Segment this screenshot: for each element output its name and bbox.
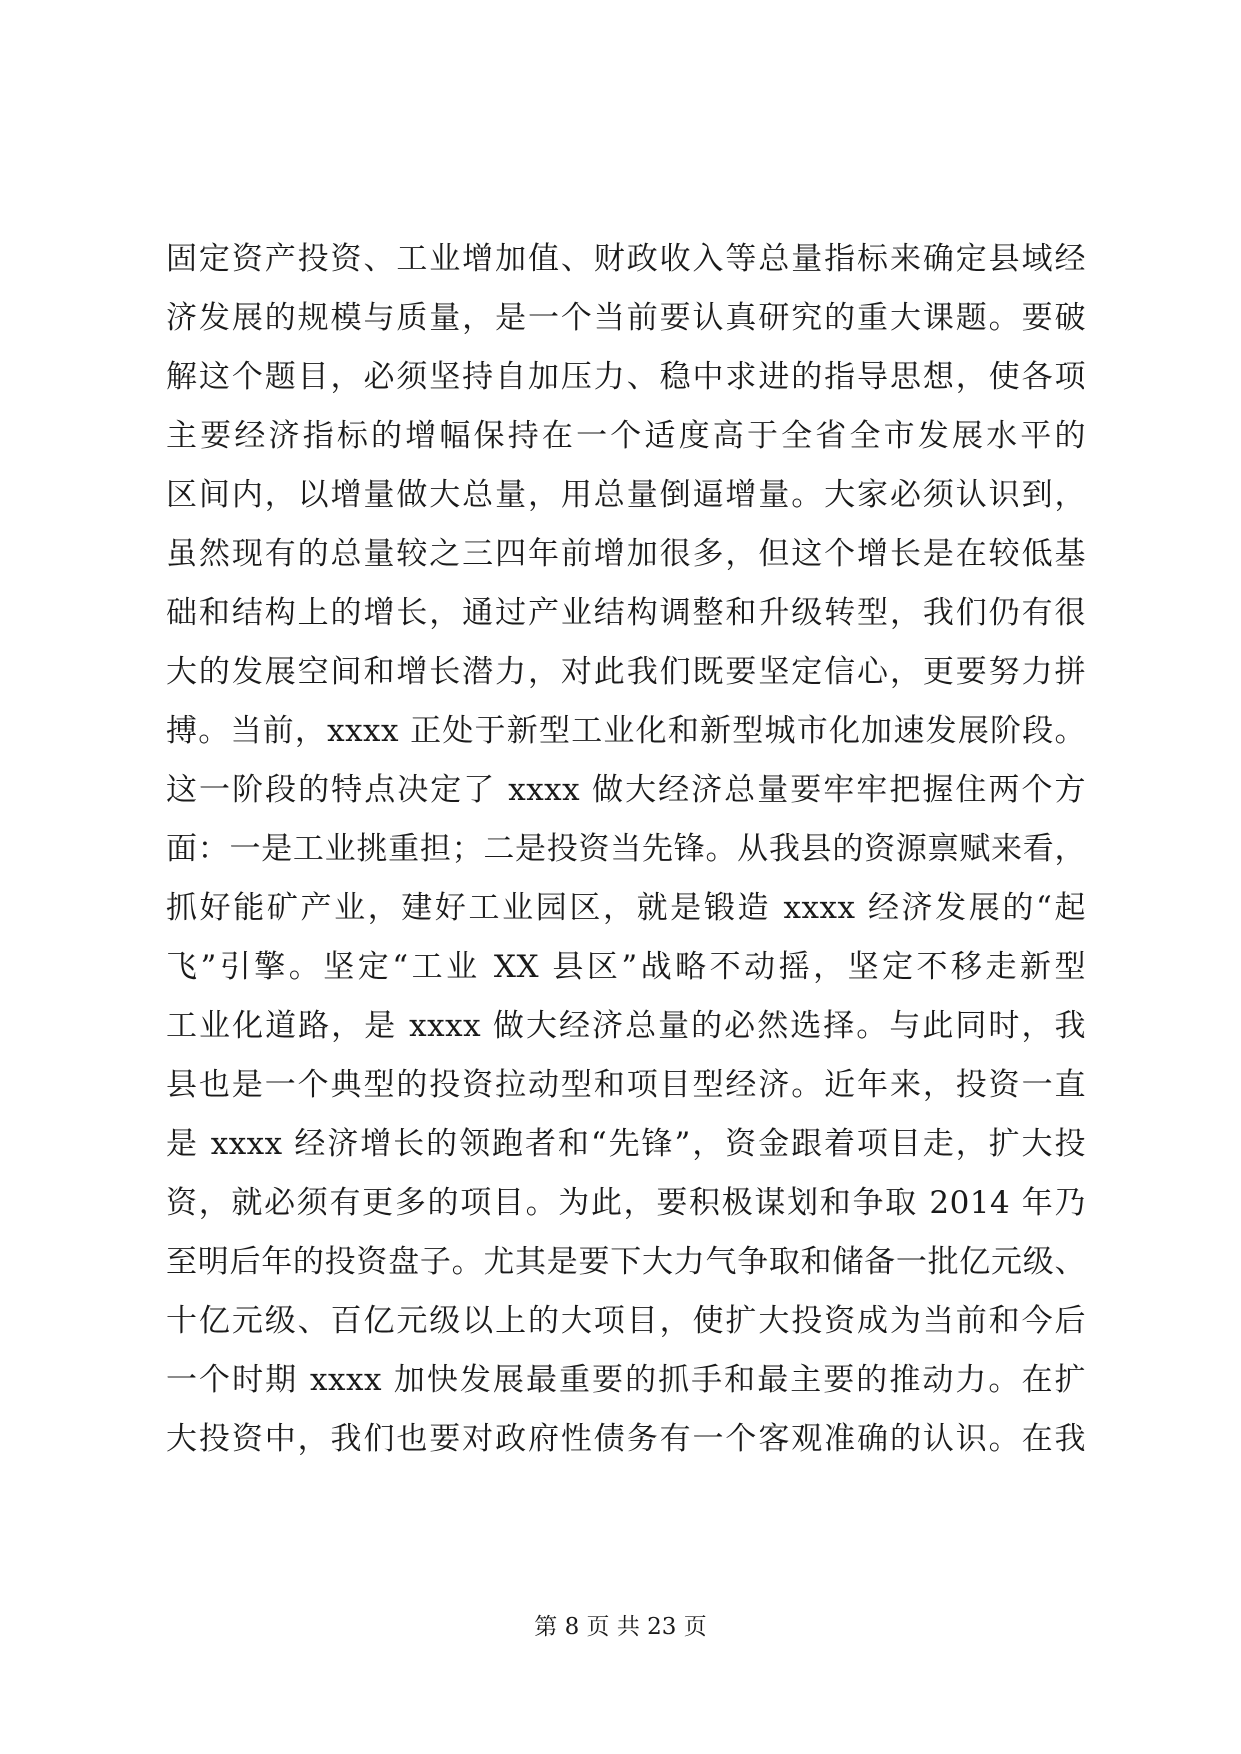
text-line: 飞”引擎。坚定“工业 XX 县区”战略不动摇，坚定不移走新型 [166,949,1086,985]
text-line: 资，就必须有更多的项目。为此，要积极谋划和争取 2014 年乃 [166,1185,1086,1221]
text-line: 济发展的规模与质量，是一个当前要认真研究的重大课题。要破 [166,300,1086,336]
text-line: 虽然现有的总量较之三四年前增加很多，但这个增长是在较低基 [166,536,1086,572]
text-line: 大投资中，我们也要对政府性债务有一个客观准确的认识。在我 [166,1421,1086,1457]
text-line: 搏。当前，xxxx 正处于新型工业化和新型城市化加速发展阶段。 [166,713,1086,749]
text-line: 县也是一个典型的投资拉动型和项目型经济。近年来，投资一直 [166,1067,1086,1103]
text-line: 是 xxxx 经济增长的领跑者和“先锋”，资金跟着项目走，扩大投 [166,1126,1086,1162]
text-line: 区间内，以增量做大总量，用总量倒逼增量。大家必须认识到， [166,477,1086,513]
body-paragraph [166,230,1086,1469]
page-number-footer: 第 8 页 共 23 页 [534,1614,707,1640]
text-line: 面：一是工业挑重担；二是投资当先锋。从我县的资源禀赋来看， [166,831,1086,867]
text-line: 工业化道路，是 xxxx 做大经济总量的必然选择。与此同时，我 [166,1008,1086,1044]
text-line: 抓好能矿产业，建好工业园区，就是锻造 xxxx 经济发展的“起 [166,890,1086,926]
text-line: 大的发展空间和增长潜力，对此我们既要坚定信心，更要努力拼 [166,654,1086,690]
text-line: 一个时期 xxxx 加快发展最重要的抓手和最主要的推动力。在扩 [166,1362,1086,1398]
text-line: 主要经济指标的增幅保持在一个适度高于全省全市发展水平的 [166,418,1086,454]
text-line: 解这个题目，必须坚持自加压力、稳中求进的指导思想，使各项 [166,359,1086,395]
text-line: 础和结构上的增长，通过产业结构调整和升级转型，我们仍有很 [166,595,1086,631]
text-line: 固定资产投资、工业增加值、财政收入等总量指标来确定县域经 [166,241,1086,277]
text-line: 十亿元级、百亿元级以上的大项目，使扩大投资成为当前和今后 [166,1303,1086,1339]
text-line: 至明后年的投资盘子。尤其是要下大力气争取和储备一批亿元级、 [166,1244,1086,1280]
text-line: 这一阶段的特点决定了 xxxx 做大经济总量要牢牢把握住两个方 [166,772,1086,808]
